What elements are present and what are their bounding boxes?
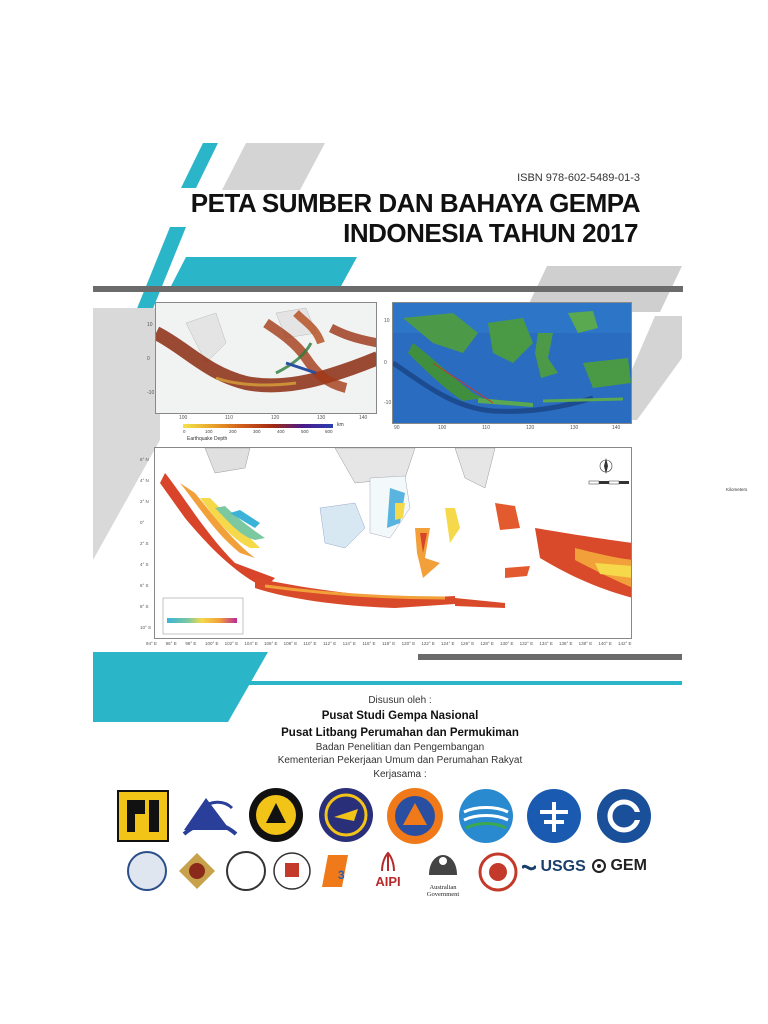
lon-tick: 120° E — [401, 641, 416, 646]
dark-bar-upper — [93, 286, 683, 292]
bmkg-logo — [458, 788, 514, 844]
lon-tick: 116° E — [362, 641, 376, 646]
teal-band-mid — [170, 257, 357, 288]
depth-tick: 400 — [277, 429, 285, 434]
org-kementerian: Kementerian Pekerjaan Umum dan Perumahan Rakyat — [277, 755, 523, 766]
lon-tick: 122° E — [421, 641, 435, 646]
lon-tick: 120 — [526, 425, 535, 431]
org-badan-penelitian: Badan Penelitian dan Pengembangan — [315, 742, 485, 753]
lat-tick: 6° N — [140, 457, 149, 462]
university-seal-3 — [226, 851, 266, 891]
svg-text:3: 3 — [338, 868, 345, 882]
lat-tick: 4° N — [140, 478, 149, 483]
seismicity-map-panel — [147, 300, 379, 445]
depth-tick: 300 — [253, 429, 261, 434]
lon-tick: 140 — [612, 425, 621, 431]
lat-tick: 8° S — [140, 604, 149, 609]
lon-tick: 94° E — [146, 641, 158, 646]
bathymetry-lat-ticks — [384, 304, 392, 424]
transport-ministry-logo — [318, 787, 374, 843]
teal-stripe-top — [181, 143, 218, 188]
lon-tick: 128° E — [480, 641, 494, 646]
lon-tick: 110 — [482, 425, 490, 431]
lon-tick: 112° E — [323, 641, 337, 646]
lon-tick: 130 — [570, 425, 579, 431]
compiled-by: Disusun oleh : — [368, 695, 432, 706]
seismicity-map-graphic — [156, 303, 377, 414]
university-seal-2 — [177, 851, 217, 891]
scale-bar-label: Kilometers — [726, 487, 748, 492]
lat-tick: 10° S — [140, 625, 152, 630]
lon-tick: 100° E — [205, 641, 219, 646]
lapan-logo — [526, 788, 582, 844]
australian-government-logo — [414, 851, 472, 898]
seismicity-lat-ticks — [147, 304, 155, 414]
cooperation-label: Kerjasama : — [373, 769, 427, 780]
lat-tick: 4° S — [140, 562, 149, 567]
seismicity-lon-ticks — [155, 415, 377, 423]
lat-tick: 10 — [147, 322, 153, 328]
lon-tick: 102° E — [224, 641, 239, 646]
lat-tick: 2° N — [140, 499, 149, 504]
teal-bar-lower — [248, 681, 682, 685]
lon-tick: 132° E — [519, 641, 534, 646]
australian-government-label: Australian Government — [426, 884, 460, 898]
iabi-logo — [318, 851, 362, 891]
bathymetry-map — [392, 302, 632, 424]
big-logo — [596, 788, 652, 844]
isbn: ISBN 978-602-5489-01-3 — [517, 172, 640, 184]
lon-tick: 126° E — [460, 641, 475, 646]
gem-label: GEM — [610, 857, 647, 874]
lat-tick: 0 — [147, 356, 150, 362]
gem-logo — [592, 857, 658, 885]
bathymetry-lon-ticks — [392, 425, 632, 433]
bnpb-logo — [386, 787, 444, 845]
hazard-lon-ticks — [140, 641, 634, 649]
depth-tick: 600 — [325, 429, 333, 434]
lon-tick: 108° E — [283, 641, 298, 646]
lat-tick: -10 — [147, 390, 155, 396]
lon-tick: 120 — [271, 415, 280, 421]
lon-tick: 130 — [317, 415, 326, 421]
lon-tick: 142° E — [618, 641, 632, 646]
lat-tick: -10 — [384, 400, 392, 406]
depth-tick: 200 — [229, 429, 237, 434]
geoscience-seal — [476, 851, 520, 893]
lon-tick: 114° E — [342, 641, 356, 646]
title-line-1: PETA SUMBER DAN BAHAYA GEMPA — [190, 188, 640, 218]
dark-bar-lower — [418, 654, 682, 660]
hazard-map — [154, 447, 632, 639]
lon-tick: 98° E — [185, 641, 197, 646]
lon-tick: 110° E — [303, 641, 317, 646]
lon-tick: 140 — [359, 415, 368, 421]
lon-tick: 118° E — [382, 641, 396, 646]
hazard-lat-ticks — [140, 447, 154, 639]
usgs-logo — [522, 858, 588, 884]
lat-tick: 10 — [384, 318, 390, 324]
lon-tick: 110 — [225, 415, 233, 421]
usgs-label: USGS — [540, 858, 586, 875]
lon-tick: 140° E — [598, 641, 612, 646]
seismicity-map — [155, 302, 377, 414]
depth-tick: 100 — [205, 429, 213, 434]
lon-tick: 136° E — [559, 641, 573, 646]
hazard-map-graphic — [155, 448, 632, 639]
gray-stripe-top — [222, 143, 325, 190]
kabupaten-emblem-logo — [248, 787, 304, 843]
bathymetry-map-graphic — [393, 303, 632, 424]
lat-tick: 0 — [384, 360, 387, 366]
ministry-wave-logo — [180, 790, 238, 842]
university-seal-4 — [272, 851, 312, 891]
lon-tick: 104° E — [244, 641, 258, 646]
org-pusat-litbang: Pusat Litbang Perumahan dan Permukiman — [281, 727, 519, 739]
bathymetry-map-panel — [384, 300, 634, 435]
hazard-map-panel — [140, 447, 748, 652]
lon-tick: 106° E — [264, 641, 278, 646]
lon-tick: 138° E — [578, 641, 593, 646]
depth-tick: 0 — [183, 429, 186, 434]
lat-tick: 6° S — [140, 583, 149, 588]
org-pusat-studi-gempa: Pusat Studi Gempa Nasional — [321, 710, 479, 722]
lon-tick: 90 — [394, 425, 400, 431]
lon-tick: 100 — [179, 415, 188, 421]
aipi-logo — [368, 851, 408, 891]
university-seal-1 — [127, 851, 167, 891]
lon-tick: 134° E — [539, 641, 553, 646]
depth-unit: km — [337, 422, 344, 428]
lat-tick: 2° S — [140, 541, 149, 546]
depth-colorbar — [183, 424, 333, 428]
lon-tick: 124° E — [441, 641, 455, 646]
lon-tick: 96° E — [165, 641, 177, 646]
lat-tick: 0° — [140, 520, 145, 525]
title-line-2: INDONESIA TAHUN 2017 — [343, 218, 638, 248]
pupr-logo — [117, 790, 169, 842]
lon-tick: 100 — [438, 425, 447, 431]
lon-tick: 130° E — [500, 641, 514, 646]
aipi-label: AIPI — [375, 874, 401, 889]
depth-tick: 500 — [301, 429, 309, 434]
depth-label: Earthquake Depth — [187, 436, 228, 442]
